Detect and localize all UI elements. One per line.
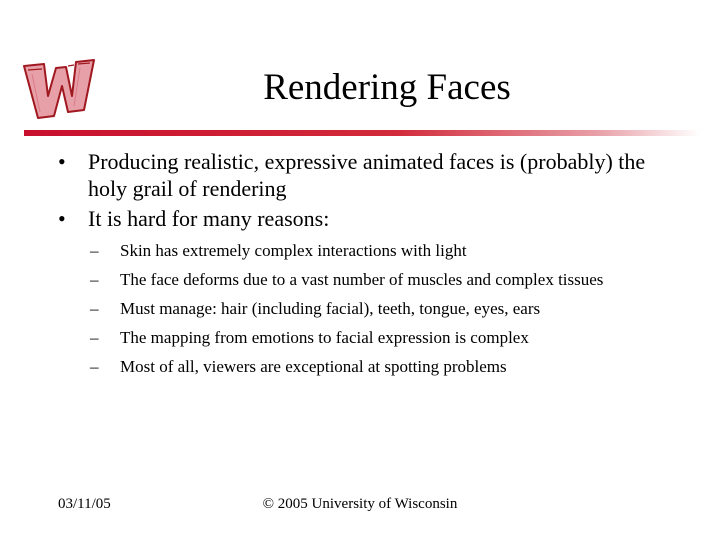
sub-bullet-item xyxy=(0,298,640,320)
sub-bullet-text: The face deforms due to a vast number of muscles and complex tissues xyxy=(120,270,604,289)
slide-title: Rendering Faces xyxy=(263,67,511,108)
dash-marker: – xyxy=(90,357,99,376)
bullet-item xyxy=(0,148,678,202)
dash-marker: – xyxy=(90,241,99,260)
bullet-list xyxy=(0,148,720,385)
sub-bullet-text: The mapping from emotions to facial expression is complex xyxy=(120,328,529,347)
bullet-text: It is hard for many reasons: xyxy=(88,206,330,231)
bullet-marker: • xyxy=(58,149,66,174)
sub-bullet-text: Most of all, viewers are exceptional at spotting problems xyxy=(120,357,507,376)
sub-bullet-item xyxy=(0,240,640,262)
dash-marker: – xyxy=(90,270,99,289)
bullet-text: Producing realistic, expressive animated faces is (probably) the holy grail of rendering xyxy=(88,149,646,201)
title-divider xyxy=(24,130,700,136)
sub-bullet-text: Must manage: hair (including facial), teeth, tongue, eyes, ears xyxy=(120,299,541,318)
dash-marker: – xyxy=(90,299,99,318)
sub-bullet-item xyxy=(0,269,640,291)
footer-date: 03/11/05 xyxy=(58,496,111,512)
bullet-marker: • xyxy=(58,206,66,231)
bullet-item xyxy=(0,205,678,232)
sub-bullet-item xyxy=(0,327,640,349)
wisconsin-w-logo-icon xyxy=(18,52,98,124)
footer-copyright: © 2005 University of Wisconsin xyxy=(262,496,458,512)
sub-bullet-text: Skin has extremely complex interactions with light xyxy=(120,241,467,260)
sub-bullet-list xyxy=(0,240,720,378)
sub-bullet-item xyxy=(0,356,640,378)
dash-marker: – xyxy=(90,328,99,347)
logo-graphic xyxy=(18,52,98,124)
